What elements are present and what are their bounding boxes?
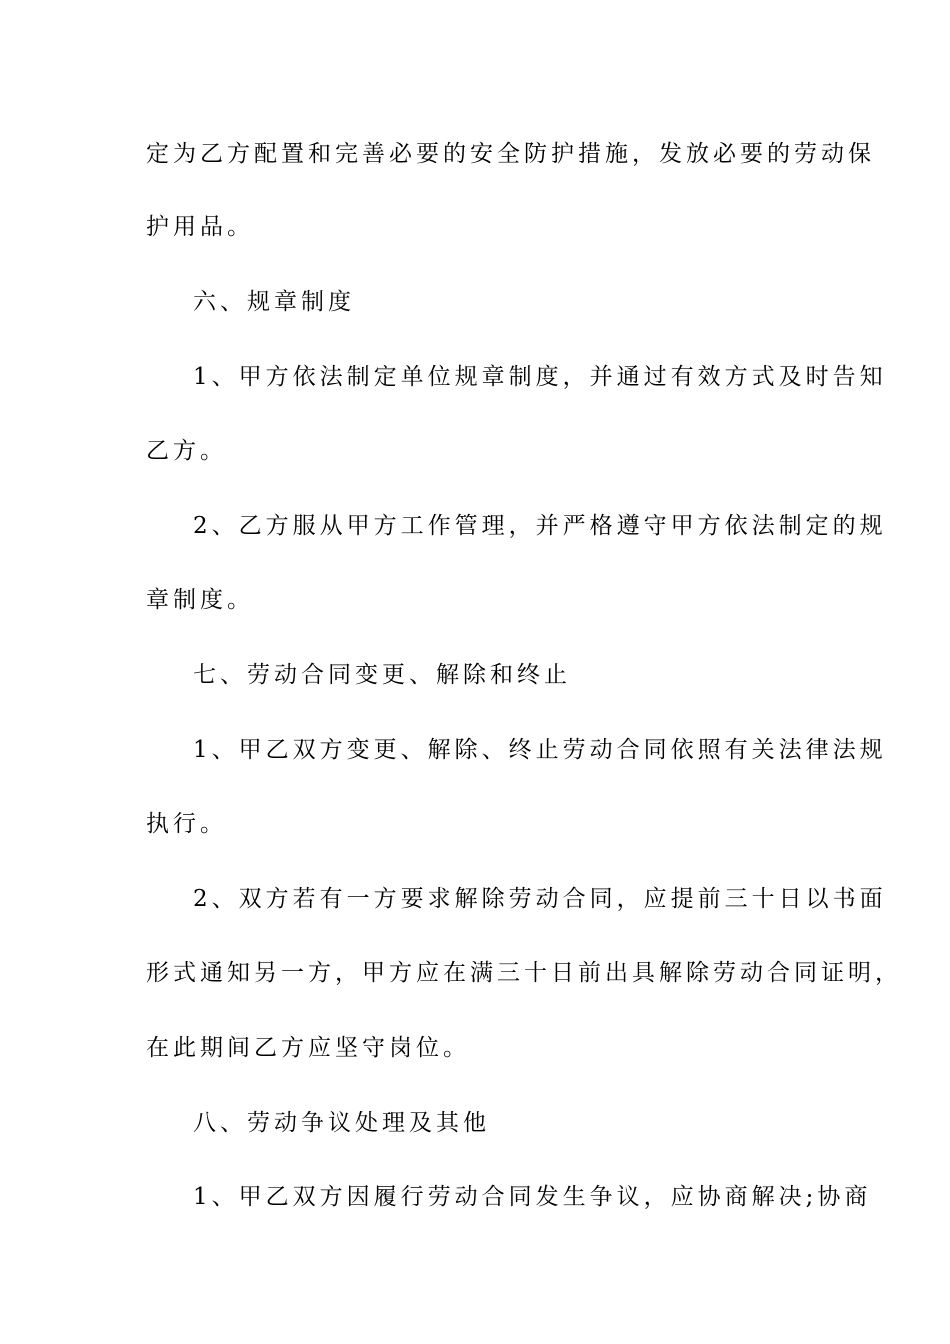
paragraph-line: 章制度。 xyxy=(146,587,254,613)
section-heading: 六、规章制度 xyxy=(193,289,355,315)
paragraph-line: 形式通知另一方，甲方应在满三十日前出具解除劳动合同证明， xyxy=(146,960,902,986)
section-heading: 八、劳动争议处理及其他 xyxy=(193,1110,490,1136)
paragraph-line: 1、甲乙双方因履行劳动合同发生争议，应协商解决;协商 xyxy=(193,1184,872,1210)
paragraph-line: 乙方。 xyxy=(146,438,227,464)
section-heading: 七、劳动合同变更、解除和终止 xyxy=(193,662,571,688)
paragraph-line: 执行。 xyxy=(146,811,227,837)
paragraph-line: 护用品。 xyxy=(146,214,254,240)
paragraph-line: 在此期间乙方应坚守岗位。 xyxy=(146,1035,470,1061)
paragraph-line: 1、甲方依法制定单位规章制度，并通过有效方式及时告知 xyxy=(193,364,887,390)
paragraph-line: 定为乙方配置和完善必要的安全防护措施，发放必要的劳动保 xyxy=(146,141,875,167)
paragraph-line: 2、乙方服从甲方工作管理，并严格遵守甲方依法制定的规 xyxy=(193,513,887,539)
paragraph-line: 2、双方若有一方要求解除劳动合同，应提前三十日以书面 xyxy=(193,886,887,912)
paragraph-line: 1、甲乙双方变更、解除、终止劳动合同依照有关法律法规 xyxy=(193,737,887,763)
